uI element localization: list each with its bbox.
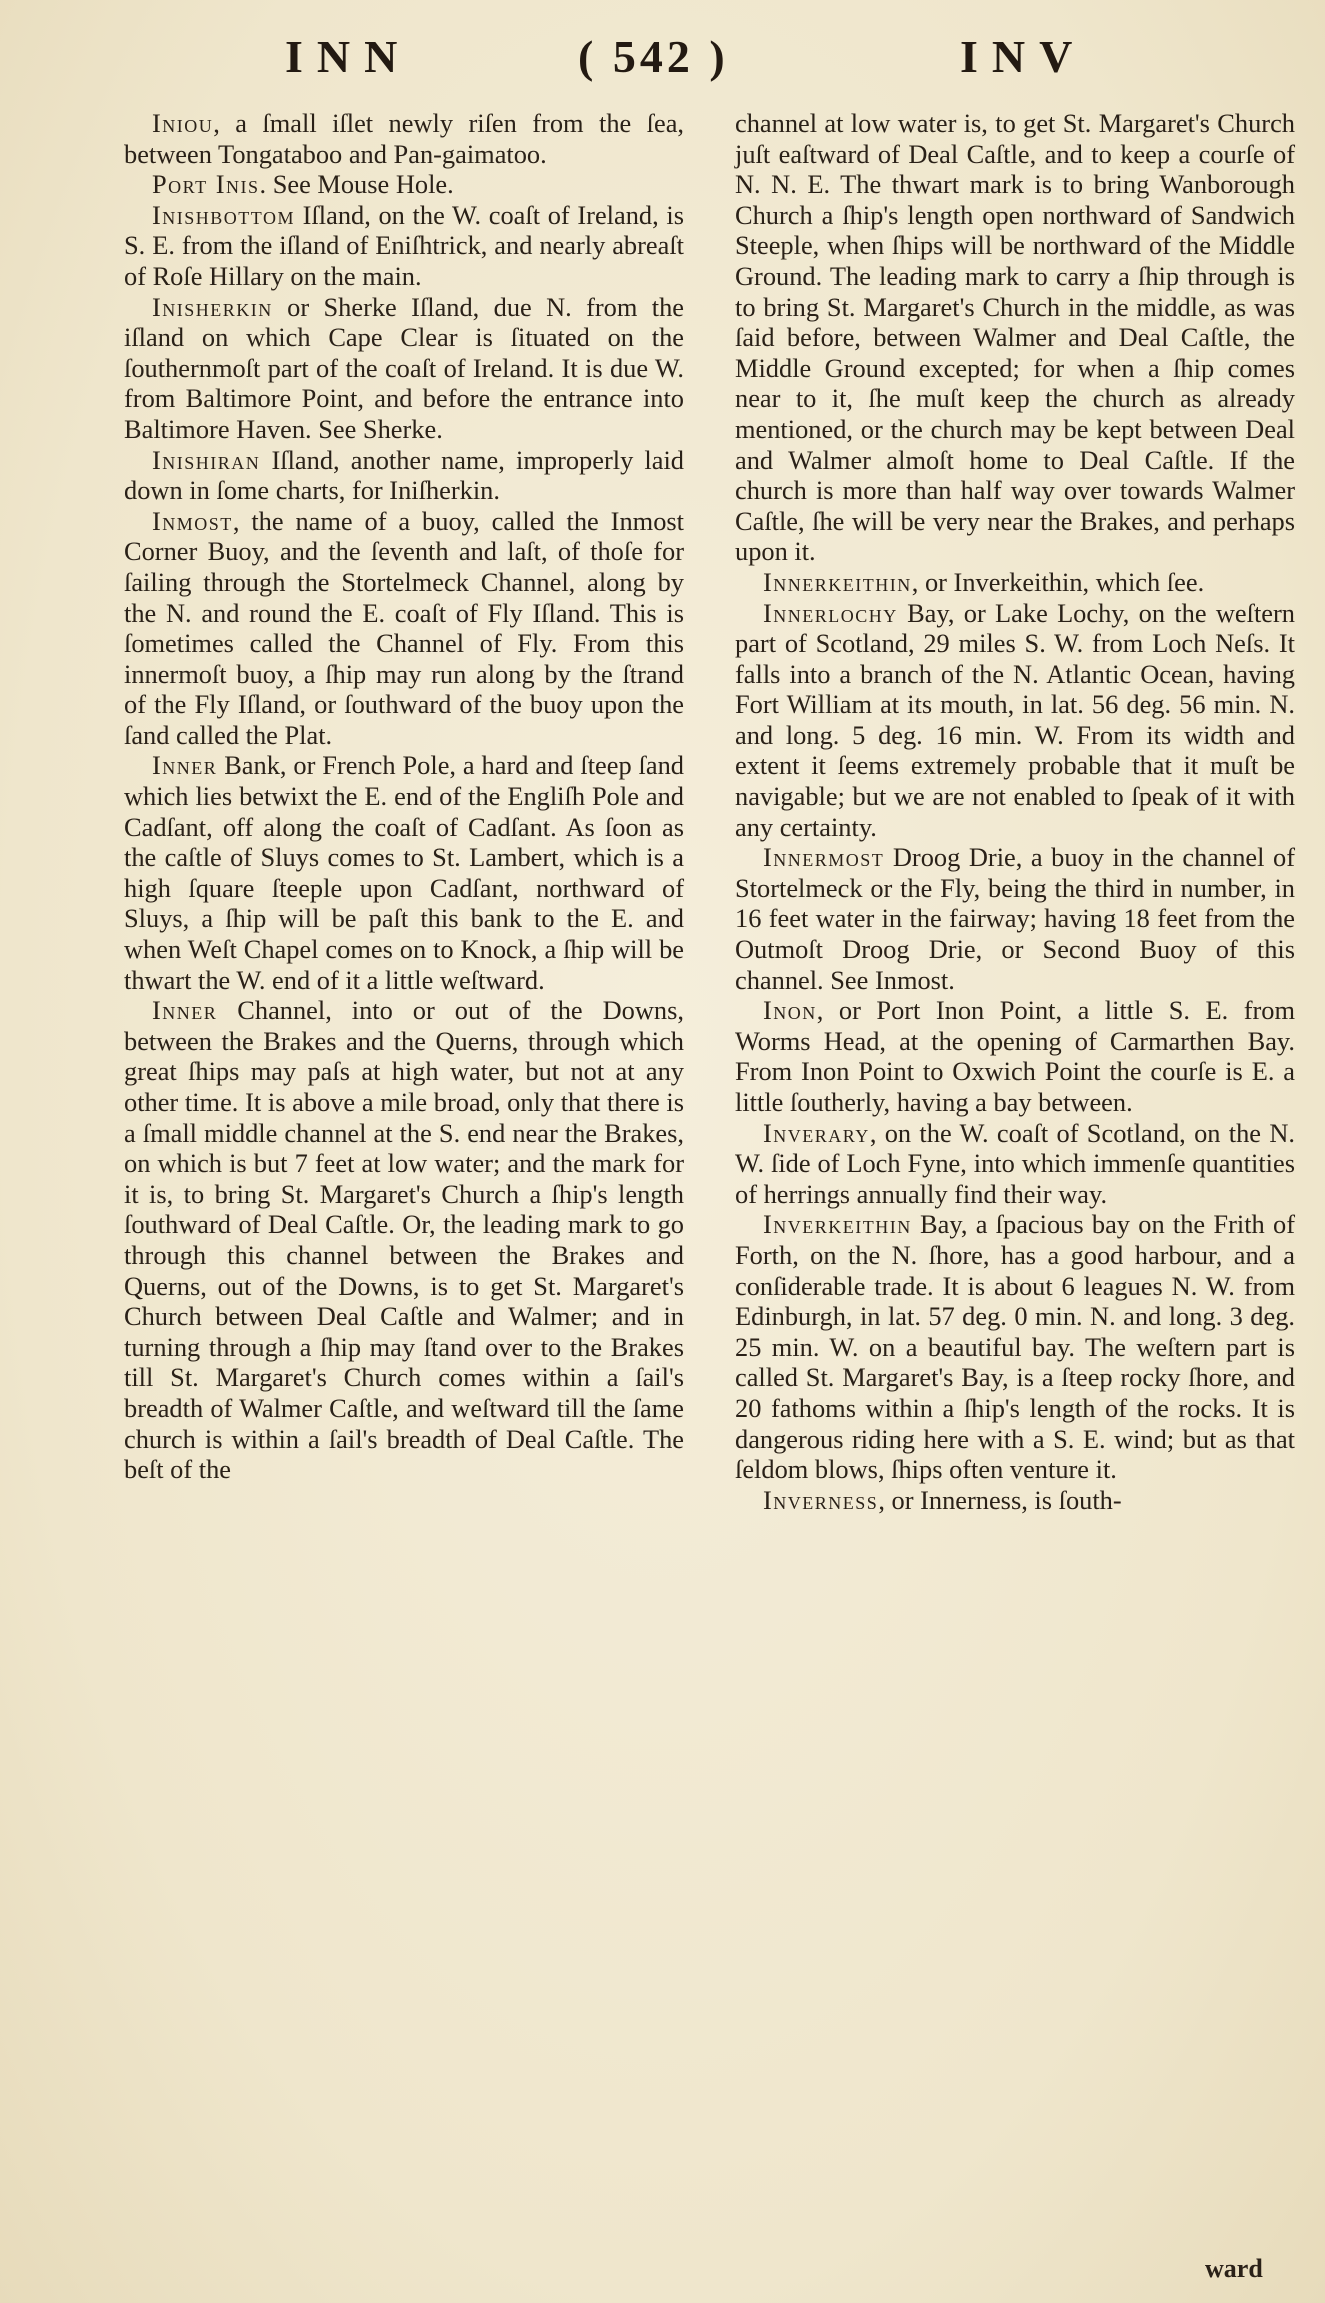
entry-body: Bay, or Lake Lochy, on the weſtern part of Scotland, 29 miles S. W. from Loch Neſs. It falls into a branch of the N. Atlantic Ocean, having Fort William at its mouth, in lat. 56 deg. 56 min. N. and long. 5 deg. 16 min. W. From its width and extent it ſeems extremely probable that it muſt be navigable; but we are not enabled to ſpeak of it with any certainty. <box>735 597 1295 842</box>
entry-headword: Inishbottom <box>152 199 295 230</box>
running-head-right: INV <box>960 31 1087 82</box>
dictionary-entry <box>124 200 684 292</box>
dictionary-entry <box>124 169 684 200</box>
entry-headword: Inisherkin <box>152 291 273 322</box>
entry-headword: Port Inis <box>152 169 260 200</box>
dictionary-entry <box>735 567 1295 598</box>
entry-body: , a ſmall iſlet newly riſen from the ſea, between Tongataboo and Pan-gaimatoo. <box>124 108 684 169</box>
dictionary-entry <box>735 108 1295 567</box>
entry-body: , the name of a buoy, called the Inmost Corner Buoy, and the ſeventh and laſt, of thoſe for ſailing through the Stortelmeck Channel, along by the N. and round the E. coaſt of Fly Iſland. This is ſometimes called the Channel of Fly. From this innermoſt buoy, a ſhip may run along by the ſtrand of the Fly Iſland, or ſouthward of the buoy upon the ſand called the Plat. <box>124 505 684 750</box>
dictionary-entry <box>735 1209 1295 1484</box>
entry-headword: Inner <box>152 750 218 781</box>
entry-body: Bay, a ſpacious bay on the Frith of Forth, on the N. ſhore, has a good harbour, and a conſiderable trade. It is about 6 leagues N. W. from Edinburgh, in lat. 57 deg. 0 min. N. and long. 3 deg. 25 min. W. on a beautiful bay. The weſtern part is called St. Margaret's Bay, is a ſteep rocky ſhore, and 20 fathoms within a ſhip's length of the rocks. It is dangerous riding here with a S. E. wind; but as that ſeldom blows, ſhips often venture it. <box>735 1209 1295 1485</box>
dictionary-entry <box>124 108 684 169</box>
running-head-left: INN <box>285 31 412 82</box>
entry-headword: Innermost <box>763 842 885 873</box>
dictionary-entry <box>735 1118 1295 1210</box>
entry-body: channel at low water is, to get St. Margaret's Church juſt eaſtward of Deal Caſtle, and to keep a courſe of N. N. E. The thwart mark is to bring Wanborough Church a ſhip's length open northward of Sandwich Steeple, when ſhips will be northward of the Middle Ground. The leading mark to carry a ſhip through is to bring St. Margaret's Church in the middle, as was ſaid before, between Walmer and Deal Caſtle, the Middle Ground excepted; for when a ſhip comes near to it, ſhe muſt keep the church as already mentioned, or the church may be kept between Deal and Walmer almoſt home to Deal Caſtle. If the church is more than half way over towards Walmer Caſtle, ſhe will be very near the Brakes, and perhaps upon it. <box>735 108 1295 567</box>
entry-headword: Inverness <box>763 1484 879 1515</box>
dictionary-entry <box>124 445 684 506</box>
entry-headword: Inmost <box>152 505 233 536</box>
entry-body: , on the W. coaſt of Scotland, on the N. W. ſide of Loch Fyne, into which immenſe quantities of herrings annually find their way. <box>735 1117 1295 1209</box>
dictionary-entry <box>124 995 684 1485</box>
dictionary-entry <box>124 292 684 445</box>
entry-body: or Sherke Iſland, due N. from the iſland on which Cape Clear is ſituated on the ſouthernmoſt part of the coaſt of Ireland. It is due W. from Baltimore Point, and before the entrance into Baltimore Haven. See Sherke. <box>124 291 684 444</box>
entry-headword: Iniou <box>152 108 214 138</box>
dictionary-entry <box>124 506 684 751</box>
entry-body: Droog Drie, a buoy in the channel of Stortelmeck or the Fly, being the third in number, in 16 feet water in the fairway; having 18 feet from the Outmoſt Droog Drie, or Second Buoy of this channel. See Inmost. <box>735 842 1295 995</box>
catchword: ward <box>1205 2254 1263 2283</box>
dictionary-entry <box>735 842 1295 995</box>
dictionary-entry <box>124 750 684 995</box>
entry-headword: Inishiran <box>152 444 261 475</box>
entry-headword: Innerlochy <box>763 597 898 628</box>
entry-body: Channel, into or out of the Downs, between the Brakes and the Querns, through which great ſhips may paſs at high water, but not at any other time. It is above a mile broad, only that there is a ſmall middle channel at the S. end near the Brakes, on which is but 7 feet at low water; and the mark for it is, to bring St. Margaret's Church a ſhip's length ſouthward of Deal Caſtle. Or, the leading mark to go through this channel between the Brakes and Querns, out of the Downs, is to get St. Margaret's Church between Deal Caſtle and Walmer; and in turning through a ſhip may ſtand over to the Brakes till St. Margaret's Church comes within a ſail's breadth of Walmer Caſtle, and weſtward till the ſame church is within a ſail's breadth of Deal Caſtle. The beſt of the <box>124 995 684 1485</box>
entry-headword: Inverary <box>763 1117 870 1148</box>
entry-body: , or Port Inon Point, a little S. E. from Worms Head, at the opening of Carmarthen Bay. From Inon Point to Oxwich Point the courſe is E. a little ſoutherly, having a bay between. <box>735 995 1295 1117</box>
dictionary-entry <box>735 598 1295 843</box>
entry-body: . See Mouse Hole. <box>259 169 454 200</box>
entry-body: , or Inverkeithin, which ſee. <box>911 566 1205 597</box>
right-column <box>735 108 1295 1515</box>
left-column <box>124 108 684 1485</box>
page-number: ( 542 ) <box>578 31 729 82</box>
dictionary-entry <box>735 995 1295 1117</box>
entry-body: , or Innerness, is ſouth- <box>878 1484 1122 1515</box>
entry-body: Iſland, another name, improperly laid down in ſome charts, for Iniſherkin. <box>124 444 684 506</box>
entry-body: Bank, or French Pole, a hard and ſteep ſand which lies betwixt the E. end of the Engliſh Pole and Cadſant, off along the coaſt of Cadſant. As ſoon as the caſtle of Sluys comes to St. Lambert, which is a high ſquare ſteeple upon Cadſant, northward of Sluys, a ſhip will be paſt this bank to the E. and when Weſt Chapel comes on to Knock, a ſhip will be thwart the W. end of it a little weſtward. <box>124 750 684 995</box>
running-head <box>0 30 1325 100</box>
entry-headword: Innerkeithin <box>763 566 912 597</box>
entry-body: Iſland, on the W. coaſt of Ireland, is S. E. from the iſland of Eniſhtrick, and nearly abreaſt of Roſe Hillary on the main. <box>124 199 684 291</box>
entry-headword: Inverkeithin <box>763 1209 912 1240</box>
entry-headword: Inon <box>763 995 817 1026</box>
entry-headword: Inner <box>152 995 218 1026</box>
dictionary-entry <box>735 1485 1295 1516</box>
